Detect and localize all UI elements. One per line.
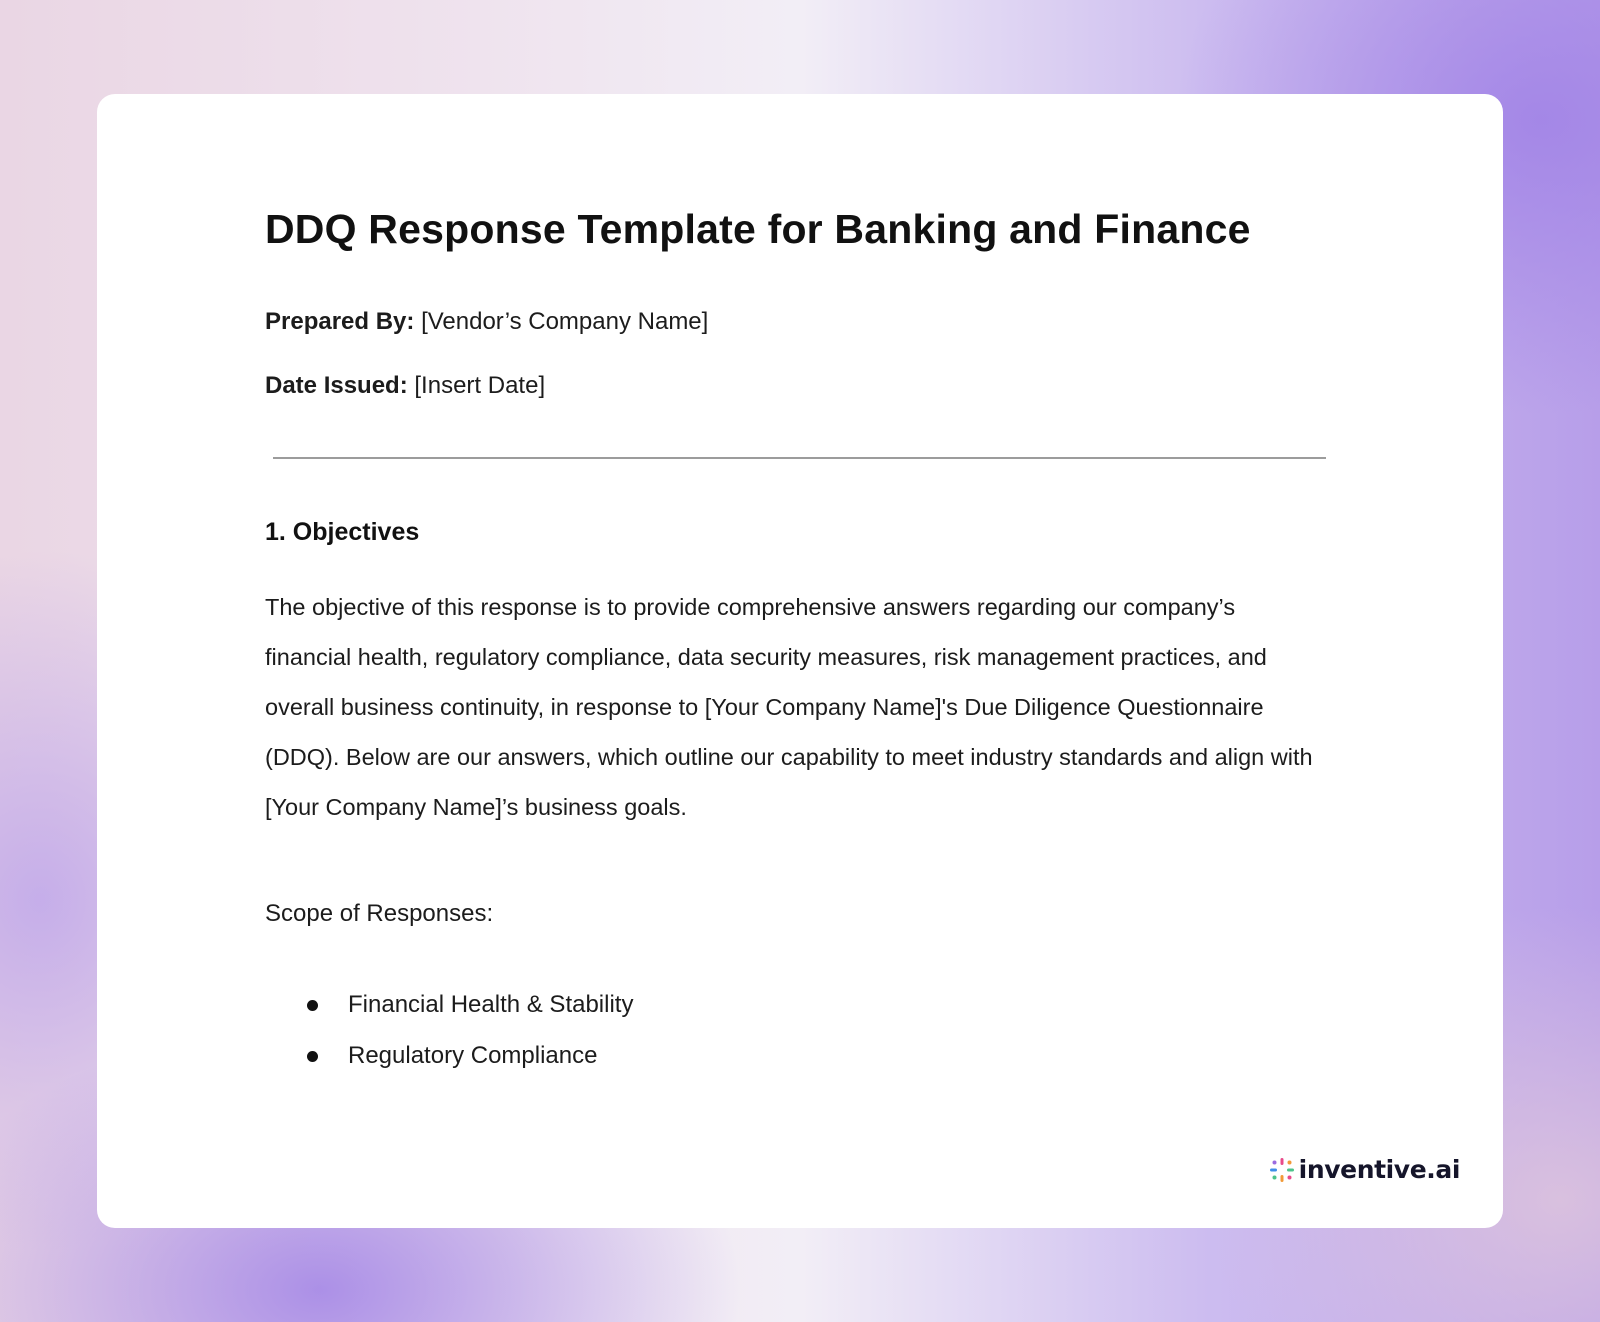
objectives-paragraph: The objective of this response is to provide comprehensive answers regarding our company’s financial health, regulatory compliance, data security measures, risk management practices, and overall business continuity, in response to [Your Company Name]'s Due Diligence Questionnaire (DDQ). Below are our answers, which outline our capability to meet industry standards and align with [Your Company Name]’s business goals. — [265, 594, 1313, 820]
inventive-spark-icon — [1269, 1157, 1295, 1183]
list-item-text: Regulatory Compliance — [348, 1042, 598, 1069]
date-issued-label: Date Issued: — [265, 372, 408, 399]
brand-logo — [1269, 1155, 1460, 1184]
prepared-by-value: [Vendor’s Company Name] — [421, 308, 709, 335]
bullet-icon — [307, 1051, 318, 1062]
prepared-by-label: Prepared By: — [265, 308, 415, 335]
section-heading: 1. Objectives — [265, 518, 420, 546]
bullet-icon — [307, 1000, 318, 1011]
date-issued-value: [Insert Date] — [414, 372, 546, 399]
section-divider — [273, 457, 1326, 459]
brand-logo-text: inventive.ai — [1298, 1155, 1460, 1184]
prepared-by-line — [265, 308, 708, 336]
document-title: DDQ Response Template for Banking and Finance — [265, 206, 1251, 252]
document-card — [97, 94, 1503, 1228]
date-issued-line — [265, 372, 545, 400]
scope-label: Scope of Responses: — [265, 900, 494, 927]
list-item-text: Financial Health & Stability — [348, 991, 634, 1018]
